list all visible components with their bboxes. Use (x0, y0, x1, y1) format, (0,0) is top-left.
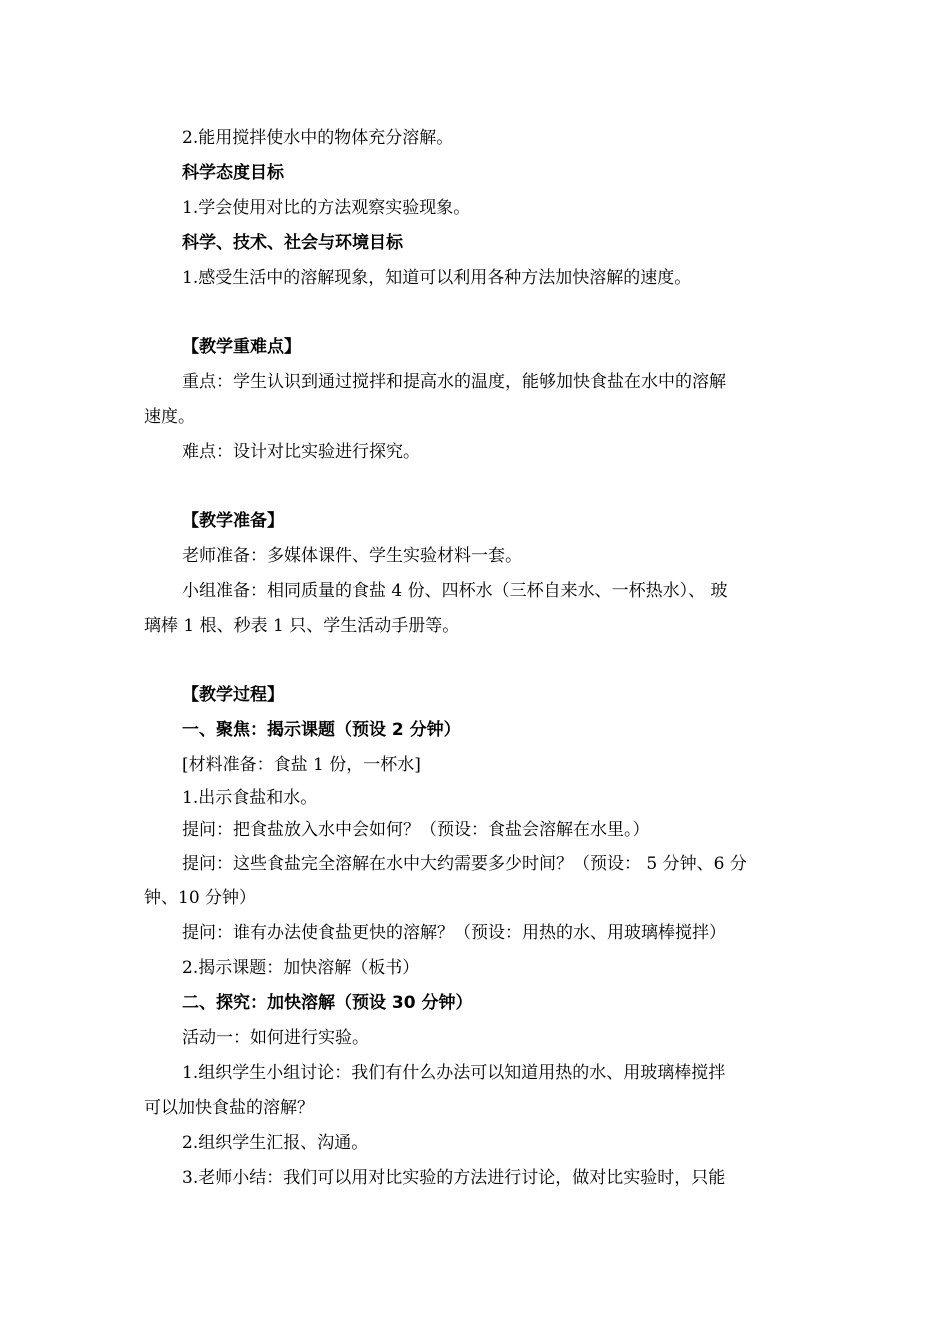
section-heading-key-points: 【教学重难点】 (182, 337, 301, 357)
text-line: 1.感受生活中的溶解现象，知道可以利用各种方法加快溶解的速度。 (182, 268, 692, 288)
section-heading-preparation: 【教学准备】 (182, 511, 284, 531)
text-line: 1.学会使用对比的方法观察实验现象。 (182, 198, 471, 218)
text-line: 提问：把食盐放入水中会如何？（预设：食盐会溶解在水里。） (182, 820, 650, 840)
section-heading-process: 【教学过程】 (182, 685, 284, 705)
text-line: 2.能用搅拌使水中的物体充分溶解。 (182, 128, 454, 148)
text-line: 重点：学生认识到通过搅拌和提高水的温度，能够加快食盐在水中的溶解 (182, 372, 726, 392)
text-line: 老师准备：多媒体课件、学生实验材料一套。 (182, 546, 522, 566)
subheading-focus: 一、聚焦：揭示课题（预设 2 分钟） (182, 720, 461, 740)
text-line: 1.组织学生小组讨论：我们有什么办法可以知道用热的水、用玻璃棒搅拌 (182, 1063, 726, 1083)
heading-sts-goal: 科学、技术、社会与环境目标 (182, 233, 403, 253)
text-line: 活动一：如何进行实验。 (182, 1028, 369, 1048)
text-line: 钟、10 分钟） (144, 888, 257, 908)
subheading-explore: 二、探究：加快溶解（预设 30 分钟） (182, 993, 473, 1013)
text-line: 2.组织学生汇报、沟通。 (182, 1133, 369, 1153)
text-line: 提问：谁有办法使食盐更快的溶解？（预设：用热的水、用玻璃棒搅拌） (182, 923, 726, 943)
heading-science-attitude: 科学态度目标 (182, 163, 284, 183)
text-line: [材料准备：食盐 1 份，一杯水] (182, 755, 421, 775)
text-line: 小组准备：相同质量的食盐 4 份、四杯水（三杯自来水、一杯热水）、 玻 (182, 581, 728, 601)
text-line: 速度。 (144, 407, 195, 427)
text-line: 3.老师小结：我们可以用对比实验的方法进行讨论，做对比实验时，只能 (182, 1168, 726, 1188)
text-line: 可以加快食盐的溶解？ (144, 1098, 314, 1118)
text-line: 提问：这些食盐完全溶解在水中大约需要多少时间？（预设： 5 分钟、6 分 (182, 854, 747, 874)
text-line: 2.揭示课题：加快溶解（板书） (182, 958, 420, 978)
text-line: 璃棒 1 根、秒表 1 只、学生活动手册等。 (144, 616, 460, 636)
text-line: 1.出示食盐和水。 (182, 788, 318, 808)
text-line: 难点：设计对比实验进行探究。 (182, 442, 420, 462)
